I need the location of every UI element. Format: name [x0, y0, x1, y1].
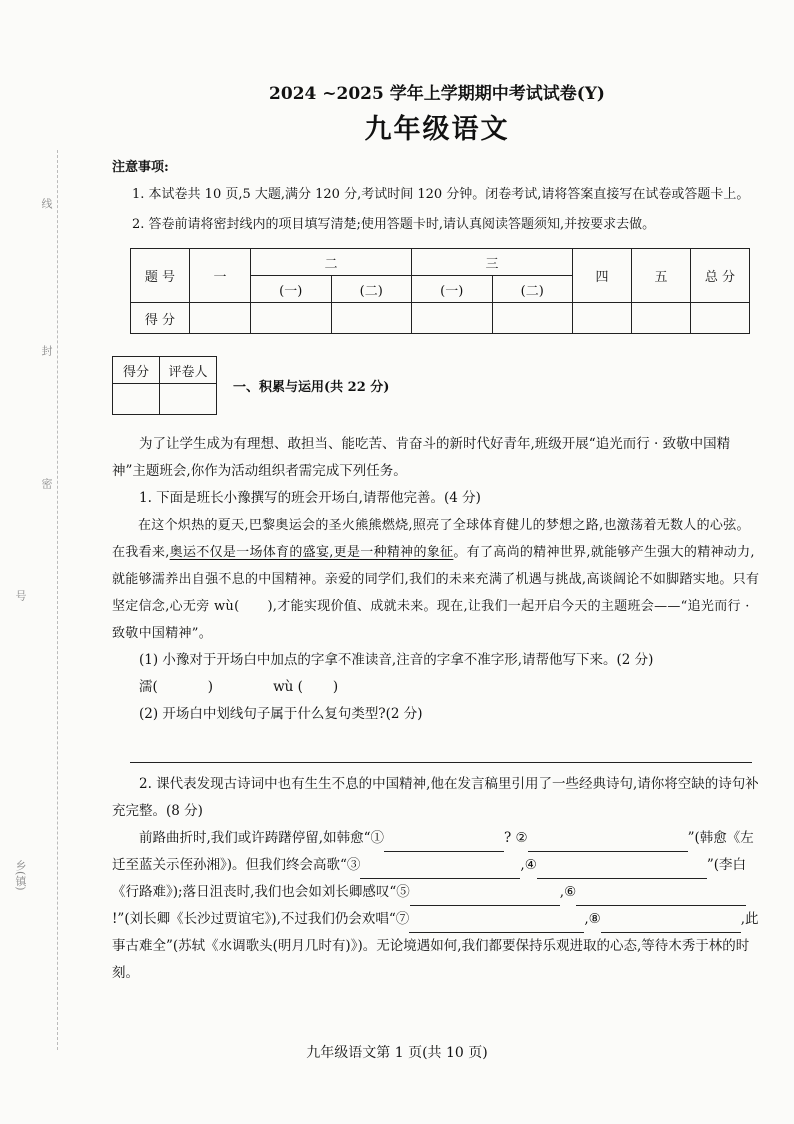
- score-cell[interactable]: [573, 303, 632, 334]
- poem-blank-2[interactable]: [528, 833, 688, 852]
- score-cell[interactable]: [492, 303, 573, 334]
- poem-text-2: ? ②: [503, 830, 528, 846]
- poem-text-7: ,: [559, 884, 565, 900]
- score-cell[interactable]: [251, 303, 332, 334]
- grader-score-label: 得分: [113, 357, 160, 384]
- poem-text-4: (韩愈《左迁至蓝关示侄孙湘》)。但我们终会高歌“③: [112, 830, 754, 873]
- poem-text-3: ”: [687, 830, 695, 846]
- grader-score-cell[interactable]: [113, 384, 160, 415]
- poem-blank-6[interactable]: [576, 887, 746, 906]
- poem-blank-1[interactable]: [384, 833, 504, 852]
- margin-char-secret: 密: [40, 478, 53, 489]
- poem-blank-7[interactable]: [409, 914, 539, 933]
- poem-blank-4[interactable]: [537, 860, 647, 879]
- grader-row: [112, 356, 762, 415]
- score-cell[interactable]: [412, 303, 493, 334]
- score-table-sub-2-2: (二): [331, 276, 412, 303]
- score-cell[interactable]: [331, 303, 412, 334]
- score-table: [130, 248, 750, 334]
- question-2-passage: [112, 825, 762, 987]
- score-cell[interactable]: [190, 303, 251, 334]
- grader-name-cell[interactable]: [160, 384, 217, 415]
- grader-name-label: 评卷人: [160, 357, 217, 384]
- notice-heading: 注意事项:: [112, 160, 169, 175]
- score-table-col-2: 二: [251, 249, 412, 276]
- poem-blank-8[interactable]: [601, 914, 741, 933]
- question-1-stem: 1. 下面是班长小豫撰写的班会开场白,请帮他完善。(4 分): [139, 490, 481, 506]
- question-2-stem: 2. 课代表发现古诗词中也有生生不息的中国精神,他在发言稿里引用了一些经典诗句,请你将空缺的诗句补充完整。(8 分): [112, 776, 759, 819]
- score-table-sub-2-1: (一): [251, 276, 332, 303]
- poem-text-5: ,④: [520, 857, 537, 873]
- grader-box: [112, 356, 217, 415]
- subject-title: 九年级语文: [364, 114, 510, 145]
- char-answer-close: ): [207, 679, 214, 695]
- poem-text-1: 前路曲折时,我们或许踌躇停留,如韩愈“①: [139, 830, 384, 846]
- passage-underlined-sentence: 奥运不仅是一场体育的盛宴,更是一种精神的象征: [169, 545, 454, 560]
- score-table-col-1: 一: [190, 249, 251, 303]
- pinyin-answer-close: ): [332, 679, 339, 695]
- score-table-col-3: 三: [412, 249, 573, 276]
- poem-blank-7-cont[interactable]: [539, 914, 584, 933]
- score-table-sub-3-2: (二): [492, 276, 573, 303]
- exam-page: [112, 82, 762, 987]
- score-cell[interactable]: [691, 303, 750, 334]
- exam-title: 2024 ~2025 学年上学期期中考试试卷(Y): [269, 84, 605, 104]
- pinyin-answer-label: wù (: [273, 679, 303, 695]
- poem-blank-3[interactable]: [360, 860, 520, 879]
- question-1-sub-2-answer-line[interactable]: [130, 740, 752, 763]
- score-table-header-label: 题 号: [131, 249, 190, 303]
- page-footer: 九年级语文第 1 页(共 10 页): [306, 1045, 488, 1061]
- score-cell[interactable]: [632, 303, 691, 334]
- notice-item-2: 2. 答卷前请将密封线内的项目填写清楚;使用答题卡时,请认真阅读答题须知,并按要求去做。: [132, 217, 656, 232]
- notice-item-1: 1. 本试卷共 10 页,5 大题,满分 120 分,考试时间 120 分钟。闭卷考试,请将答案直接写在试卷或答题卡上。: [132, 187, 750, 202]
- poem-blank-4-cont[interactable]: [647, 860, 707, 879]
- binding-margin: [0, 0, 70, 1124]
- poem-blank-5[interactable]: [410, 887, 560, 906]
- question-1-sub-2: (2) 开场白中划线句子属于什么复句类型?(2 分): [139, 706, 423, 722]
- poem-text-9: !”(刘长卿《长沙过贾谊宅》),不过我们仍会欢唱“⑦: [112, 911, 410, 927]
- passage-part-2: 。有了高尚的精神世界,就能够产生强大的精神动力,就能够濡养出自强不息的中国精神。亲爱的同学们,我们的未来充满了机遇与挑战,高谈阔论不如脚踏实地。只有坚定信念,心无旁 wù(: [112, 545, 760, 614]
- score-table-score-label: 得 分: [131, 303, 190, 334]
- margin-char-line: 线: [40, 198, 53, 209]
- score-table-col-total: 总 分: [691, 249, 750, 303]
- question-1-sub-1: (1) 小豫对于开场白中加点的字拿不准读音,注音的字拿不准字形,请帮他写下来。(2 分): [139, 652, 654, 668]
- score-table-sub-3-1: (一): [412, 276, 493, 303]
- poem-text-6: ”(李白《行路难》);落日沮丧时,我们也会如刘长卿感叹“⑤: [112, 857, 746, 900]
- passage-part-3: ),才能实现价值、成就未来。现在,让我们一起开启今天的主题班会——“追光而行 · 致敬中国精神”。: [112, 599, 750, 641]
- char-answer-label: 濡(: [139, 679, 158, 695]
- seal-line: [57, 150, 58, 1050]
- poem-text-11: ,此事古难全”(苏轼《水调歌头(明月几时有)》)。无论境遇如何,我们都要保持乐观进取的心态,等待木秀于林的时刻。: [112, 911, 759, 981]
- question-1-passage: [112, 512, 762, 647]
- section-1-title: 一、积累与运用(共 22 分): [233, 380, 390, 395]
- margin-char-number: 号: [14, 590, 27, 601]
- score-table-col-4: 四: [573, 249, 632, 303]
- poem-text-10: ,⑧: [584, 911, 601, 927]
- margin-char-seal: 封: [40, 345, 53, 356]
- margin-town-label: 乡(镇): [14, 860, 27, 891]
- score-table-col-5: 五: [632, 249, 691, 303]
- passage-part-1: 在这个炽热的夏天,巴黎奥运会的圣火熊熊燃烧,照亮了全球体育健儿的梦想之路,也激荡着无数人的心弦。在我看来,: [112, 518, 750, 560]
- section-1-intro: 为了让学生成为有理想、敢担当、能吃苦、肯奋斗的新时代好青年,班级开展“追光而行 · 致敬中国精神”主题班会,你作为活动组织者需完成下列任务。: [112, 436, 731, 479]
- question-1-sub-1-answers: [112, 674, 762, 701]
- poem-text-8: ⑥: [564, 884, 577, 900]
